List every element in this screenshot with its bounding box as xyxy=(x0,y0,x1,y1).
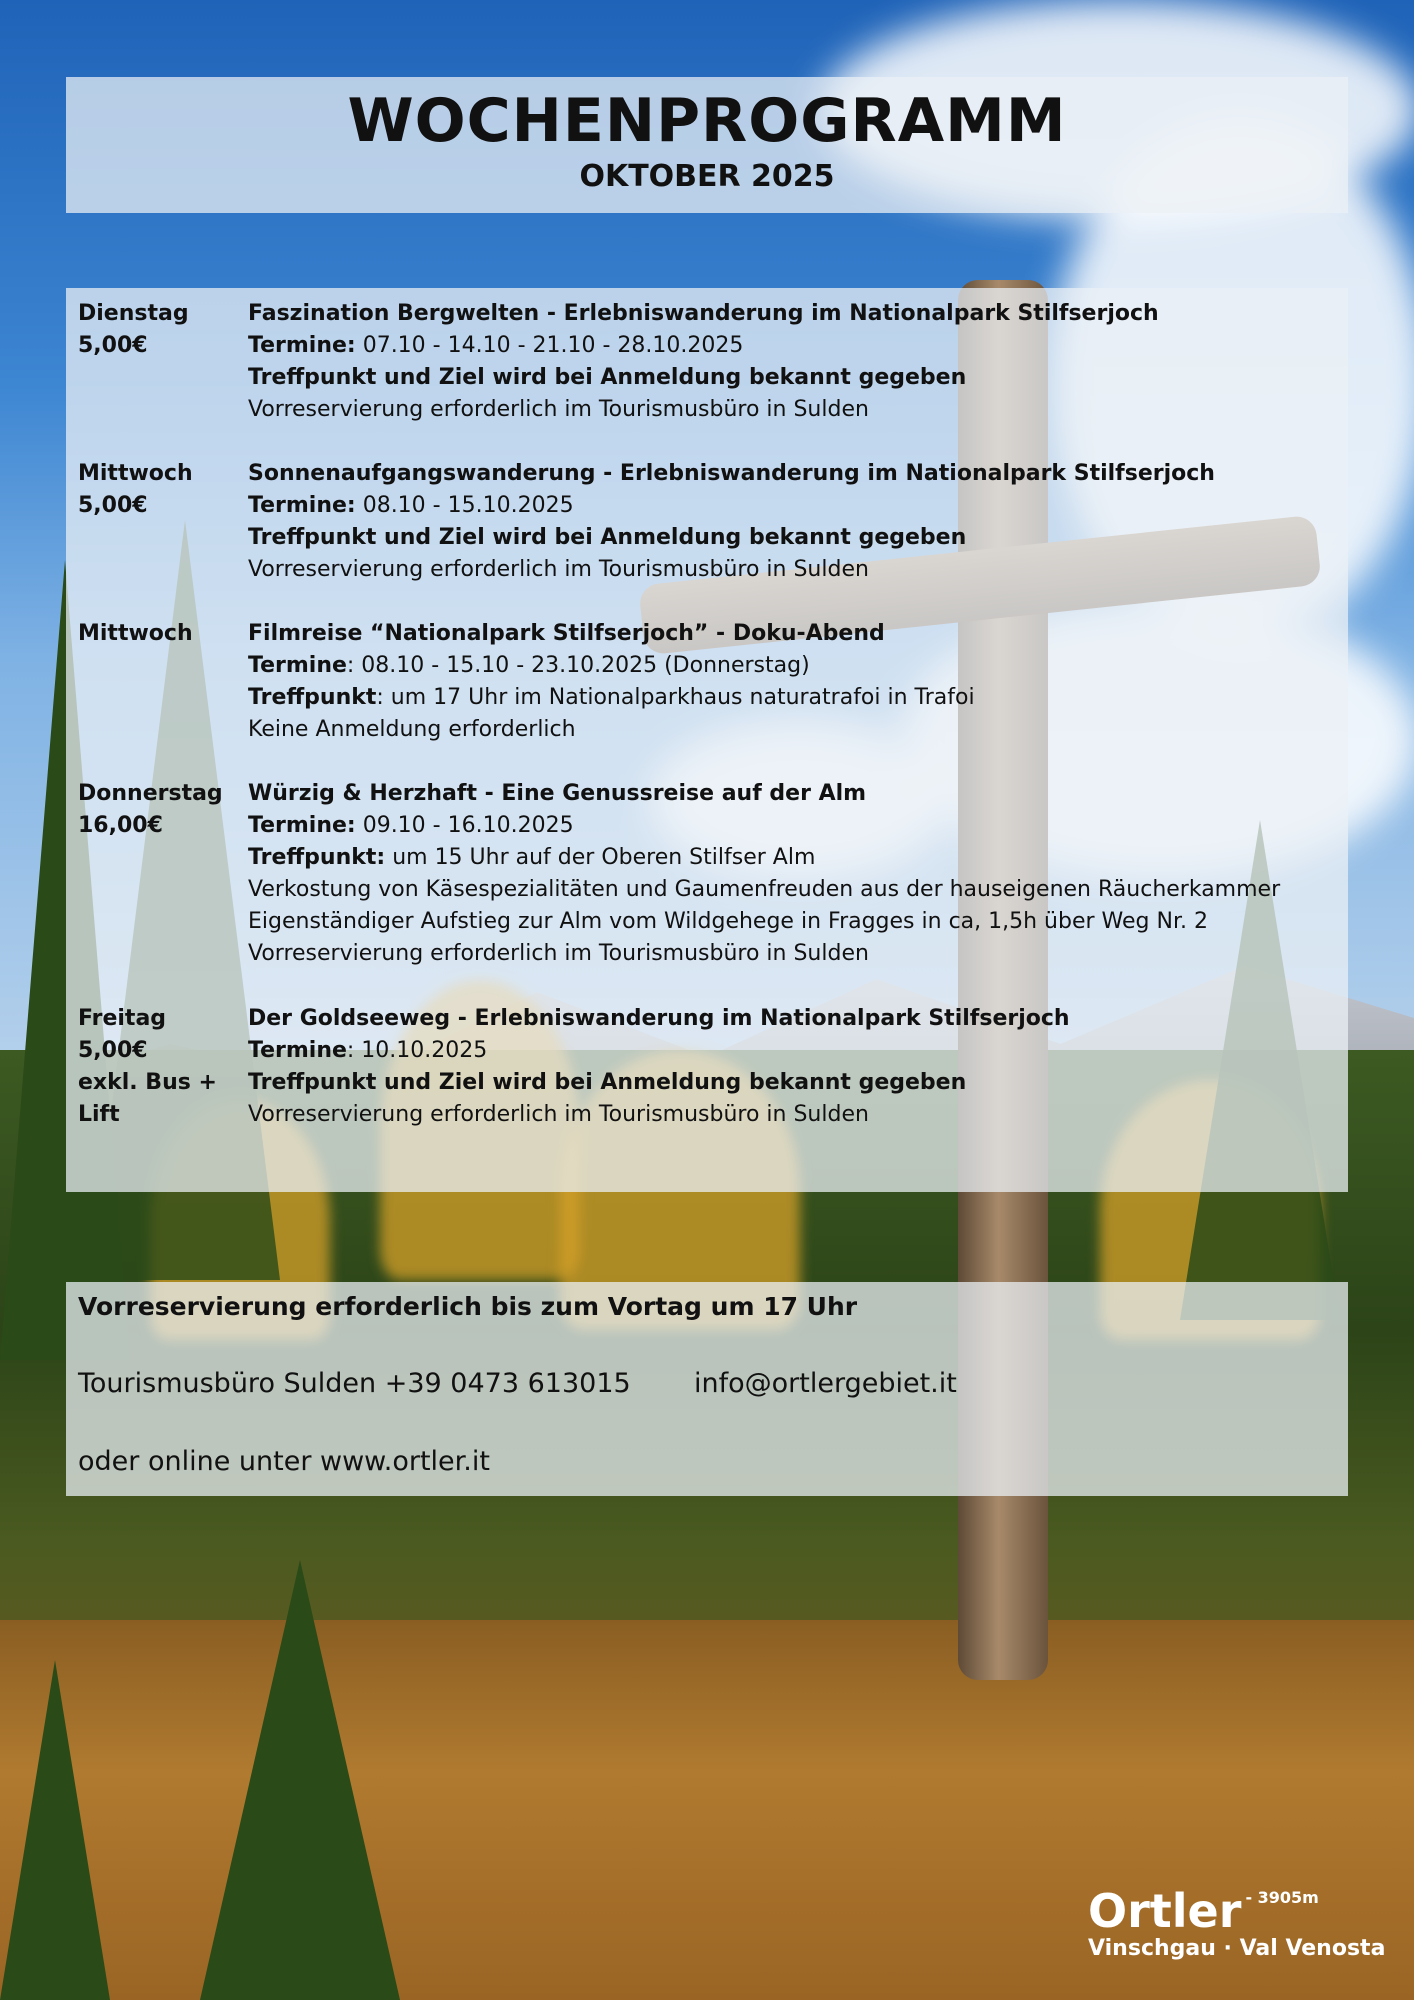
event-price-note: Lift xyxy=(78,1102,120,1127)
office-phone: Tourismusbüro Sulden +39 0473 613015 xyxy=(78,1368,631,1399)
contact-panel xyxy=(66,1282,1348,1496)
event-price: 5,00€ xyxy=(78,333,148,358)
event-price: 5,00€ xyxy=(78,493,148,518)
termine-value: 07.10 - 14.10 - 21.10 - 28.10.2025 xyxy=(355,333,744,358)
event-title: Der Goldseeweg - Erlebniswanderung im Nationalpark Stilfserjoch xyxy=(248,1006,1070,1031)
event-meeting: Treffpunkt und Ziel wird bei Anmeldung bekannt gegeben xyxy=(248,525,967,550)
logo-brand: Ortler xyxy=(1088,1884,1242,1938)
termine-label: Termine xyxy=(248,1038,347,1063)
event-note: Vorreservierung erforderlich im Tourismusbüro in Sulden xyxy=(248,557,869,582)
event-extra-ascent: Eigenständiger Aufstieg zur Alm vom Wildgehege in Fragges in ca, 1,5h über Weg Nr. 2 xyxy=(248,909,1208,934)
event-title: Faszination Bergwelten - Erlebniswanderung im Nationalpark Stilfserjoch xyxy=(248,301,1159,326)
termine-label: Termine xyxy=(248,653,347,678)
meeting-label: Treffpunkt: xyxy=(248,845,386,870)
event-title: Filmreise “Nationalpark Stilfserjoch” - Doku-Abend xyxy=(248,621,885,646)
event-meeting: Treffpunkt und Ziel wird bei Anmeldung bekannt gegeben xyxy=(248,1070,967,1095)
termine-label: Termine: xyxy=(248,333,356,358)
logo-region: Vinschgau · Val Venosta xyxy=(1088,1936,1386,1961)
event-meeting: Treffpunkt und Ziel wird bei Anmeldung bekannt gegeben xyxy=(248,365,967,390)
termine-label: Termine: xyxy=(248,493,356,518)
event-day: Freitag xyxy=(78,1006,167,1031)
termine-value: : 10.10.2025 xyxy=(346,1038,488,1063)
logo-altitude: - 3905m xyxy=(1245,1888,1319,1907)
event-price: 16,00€ xyxy=(78,813,163,838)
event-note: Keine Anmeldung erforderlich xyxy=(248,717,576,742)
event-note: Vorreservierung erforderlich im Tourismusbüro in Sulden xyxy=(248,1102,869,1127)
event-day: Donnerstag xyxy=(78,781,223,806)
meeting-value: : um 17 Uhr im Nationalparkhaus naturatrafoi in Trafoi xyxy=(376,685,975,710)
event-day: Dienstag xyxy=(78,301,189,326)
event-title: Würzig & Herzhaft - Eine Genussreise auf der Alm xyxy=(248,781,867,806)
event-day: Mittwoch xyxy=(78,461,193,486)
event-extra-tasting: Verkostung von Käsespezialitäten und Gaumenfreuden aus der hauseigenen Räucherkammer xyxy=(248,877,1281,902)
event-price: 5,00€ xyxy=(78,1038,148,1063)
event-title: Sonnenaufgangswanderung - Erlebniswanderung im Nationalpark Stilfserjoch xyxy=(248,461,1215,486)
email-link[interactable]: info@ortlergebiet.it xyxy=(694,1368,957,1399)
meeting-value: um 15 Uhr auf der Oberen Stilfser Alm xyxy=(385,845,816,870)
event-price-note: exkl. Bus + xyxy=(78,1070,217,1095)
header-panel xyxy=(66,77,1348,213)
page-subtitle: OKTOBER 2025 xyxy=(579,159,835,194)
event-note: Vorreservierung erforderlich im Tourismusbüro in Sulden xyxy=(248,941,869,966)
reservation-heading: Vorreservierung erforderlich bis zum Vortag um 17 Uhr xyxy=(78,1292,858,1321)
termine-value: 08.10 - 15.10.2025 xyxy=(355,493,574,518)
page-title: WOCHENPROGRAMM xyxy=(347,86,1067,156)
meeting-label: Treffpunkt xyxy=(248,685,377,710)
termine-value: 09.10 - 16.10.2025 xyxy=(355,813,574,838)
event-day: Mittwoch xyxy=(78,621,193,646)
online-link[interactable]: oder online unter www.ortler.it xyxy=(78,1446,490,1477)
termine-label: Termine: xyxy=(248,813,356,838)
ortler-logo xyxy=(1088,1884,1386,1961)
program-panel xyxy=(66,288,1348,1192)
event-note: Vorreservierung erforderlich im Tourismusbüro in Sulden xyxy=(248,397,869,422)
termine-value: : 08.10 - 15.10 - 23.10.2025 (Donnerstag) xyxy=(346,653,810,678)
